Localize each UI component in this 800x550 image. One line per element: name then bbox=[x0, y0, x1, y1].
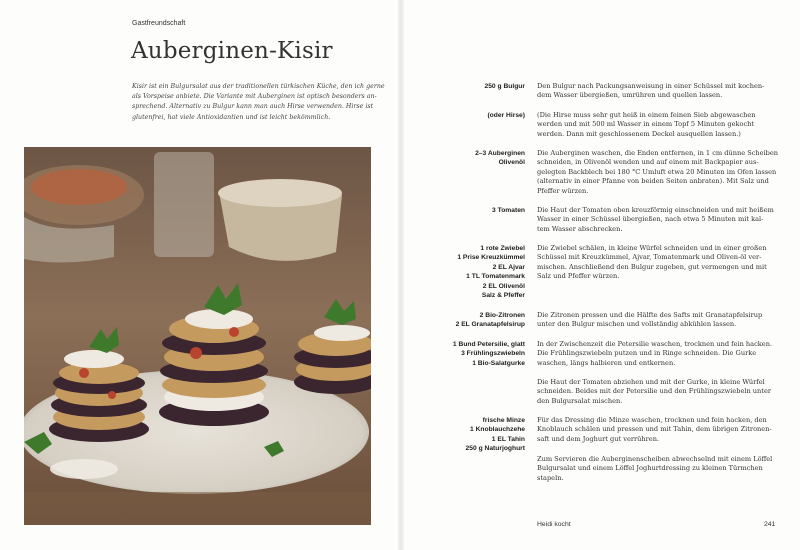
instruction-line: Pfeffer würzen. bbox=[537, 186, 589, 195]
ingredient: Olivenöl bbox=[498, 159, 525, 167]
instruction bbox=[537, 340, 787, 368]
ingredient: 250 g Naturjoghurt bbox=[465, 445, 525, 453]
instruction bbox=[537, 416, 787, 444]
instruction-line: saft und dem Joghurt gut verrühren. bbox=[537, 434, 660, 443]
instruction-line: Die Frühlingszwiebeln putzen und in Ringe schneiden. Die Gurke bbox=[537, 349, 757, 358]
instruction-line: Den Bulgur nach Packungsanweisung in einer Schüssel mit kochen- bbox=[537, 82, 765, 90]
ingredient: 2 EL Ajvar bbox=[492, 263, 525, 271]
eggplant-tower-icon bbox=[24, 147, 371, 525]
instruction-line: In der Zwischenzeit die Petersilie waschen, trocknen und fein hacken. bbox=[537, 340, 773, 348]
instruction-line: Wasser in einer Schüssel übergießen, nach etwa 5 Minuten mit kal- bbox=[537, 215, 764, 224]
ingredient: 1 Bio-Salatgurke bbox=[472, 359, 525, 367]
instruction-line: den Bulgursalat mischen. bbox=[537, 396, 623, 405]
instruction bbox=[537, 311, 787, 330]
ingredient-list bbox=[425, 244, 525, 300]
instruction-line: mischen. Anschließend den Bulgur zugeben, gut vermengen und mit bbox=[537, 262, 767, 271]
ingredient: 1 rote Zwiebel bbox=[480, 245, 525, 252]
instruction-line: Knoblauch schälen und pressen und mit Tahin, dem übrigen Zitronen- bbox=[537, 425, 772, 434]
ingredient: 1 EL Tahin bbox=[491, 435, 525, 443]
instruction bbox=[537, 111, 787, 139]
instruction-line: gelegten Backblech bei 180 °C Umluft etwa 20 Minuten im Ofen lassen bbox=[537, 167, 777, 176]
recipe-title: Auberginen-Kisir bbox=[131, 38, 333, 64]
instruction-line: Die Haut der Tomaten abziehen und mit der Gurke, in kleine Würfel bbox=[537, 378, 765, 386]
instruction-line: (Die Hirse muss sehr gut heiß in einem feinen Sieb abgewaschen bbox=[537, 111, 756, 119]
instruction-line: schneiden, in Olivenöl wenden und auf einem mit Backpapier aus- bbox=[537, 158, 759, 167]
intro-paragraph bbox=[132, 82, 384, 123]
ingredient: 2 Bio-Zitronen bbox=[479, 312, 525, 319]
instruction-line: Bulgursalat und einem Löffel Joghurtdressing zu kleinen Türmchen bbox=[537, 464, 763, 473]
intro-line: glutenfrei, hat viele Antioxidantien und ist leicht bekömmlich. bbox=[132, 113, 331, 121]
instruction-line: tem Wasser abschrecken. bbox=[537, 224, 623, 233]
instruction bbox=[537, 455, 787, 483]
instruction-line: Salz und Pfeffer würzen. bbox=[537, 272, 620, 281]
instruction-line: Die Haut der Tomaten oben kreuzförmig einschneiden und mit heißem bbox=[537, 206, 774, 214]
instruction bbox=[537, 378, 787, 406]
instruction bbox=[537, 244, 787, 282]
ingredient-list bbox=[425, 206, 525, 215]
ingredient: (oder Hirse) bbox=[487, 112, 525, 119]
footer-book-title: Heidi kocht bbox=[537, 521, 571, 528]
ingredient: 1 Knoblauchzehe bbox=[470, 426, 525, 434]
ingredient: 1 Bund Petersilie, glatt bbox=[452, 341, 525, 348]
dish-photo bbox=[24, 147, 371, 525]
instruction-line: werden. Dann mit geschlossenem Deckel ausquellen lassen.) bbox=[537, 129, 741, 138]
ingredient: 1 Prise Kreuzkümmel bbox=[457, 254, 525, 262]
instruction-line: schneiden. Beides mit der Petersilie und den Frühlingszwiebeln unter bbox=[537, 387, 772, 396]
instruction bbox=[537, 149, 787, 196]
section-header: Gastfreundschaft bbox=[132, 20, 186, 27]
ingredient: 3 Tomaten bbox=[492, 207, 525, 214]
page-gutter bbox=[398, 0, 404, 550]
intro-line: sprechend. Alternativ zu Bulgur kann man auch Hirse verwenden. Hirse ist bbox=[132, 103, 374, 111]
instruction-line: Schüssel mit Kreuzkümmel, Ajvar, Tomatenmark und Oliven-öl ver- bbox=[537, 253, 762, 262]
instruction-line: werden und mit 500 ml Wasser in einem Topf 5 Minuten gekocht bbox=[537, 120, 755, 129]
instruction-line: waschen, längs halbieren und entkernen. bbox=[537, 358, 676, 367]
ingredient-list bbox=[425, 111, 525, 120]
ingredient: Salz & Pfeffer bbox=[481, 292, 525, 300]
instruction-line: Für das Dressing die Minze waschen, trocknen und fein hacken, den bbox=[537, 416, 767, 424]
instruction-line: Zum Servieren die Auberginenscheiben abwechselnd mit einem Löffel bbox=[537, 455, 773, 463]
instruction bbox=[537, 206, 787, 234]
ingredient: 250 g Bulgur bbox=[484, 83, 525, 90]
instruction-line: unter den Bulgur mischen und vollständig abkühlen lassen. bbox=[537, 320, 737, 329]
instruction-line: Die Zitronen pressen und die Hälfte des Safts mit Granatapfelsirup bbox=[537, 311, 763, 319]
page-number: 241 bbox=[764, 521, 776, 528]
instruction-line: Die Auberginen waschen, die Enden entfernen, in 1 cm dünne Scheiben bbox=[537, 149, 779, 157]
instruction-line: dem Wasser übergießen, umrühren und quellen lassen. bbox=[537, 91, 723, 100]
ingredient: 3 Frühlingszwiebeln bbox=[461, 350, 525, 358]
ingredient: frische Minze bbox=[482, 417, 525, 424]
instruction-line: Die Zwiebel schälen, in kleine Würfel schneiden und in einer großen bbox=[537, 244, 767, 252]
intro-line: als Vorspeise anbiete. Die Variante mit Auberginen ist optisch besonders an- bbox=[132, 93, 377, 101]
ingredient-list bbox=[425, 416, 525, 454]
instruction bbox=[537, 82, 787, 101]
ingredient: 2 EL Granatapfelsirup bbox=[455, 321, 525, 329]
ingredient-list bbox=[425, 149, 525, 168]
ingredient-list bbox=[425, 340, 525, 368]
ingredient-list bbox=[425, 311, 525, 330]
ingredient: 1 TL Tomatenmark bbox=[466, 273, 525, 281]
ingredient: 2 EL Olivenöl bbox=[482, 282, 525, 290]
instruction-line: stapeln. bbox=[537, 473, 564, 482]
ingredient-list bbox=[425, 82, 525, 91]
instruction-line: (alternativ in einer Pfanne von beiden Seiten anbraten). Mit Salz und bbox=[537, 177, 769, 186]
ingredient: 2–3 Auberginen bbox=[475, 150, 525, 157]
intro-line: Kisir ist ein Bulgursalat aus der traditionellen türkischen Küche, den ich gerne bbox=[132, 83, 385, 90]
